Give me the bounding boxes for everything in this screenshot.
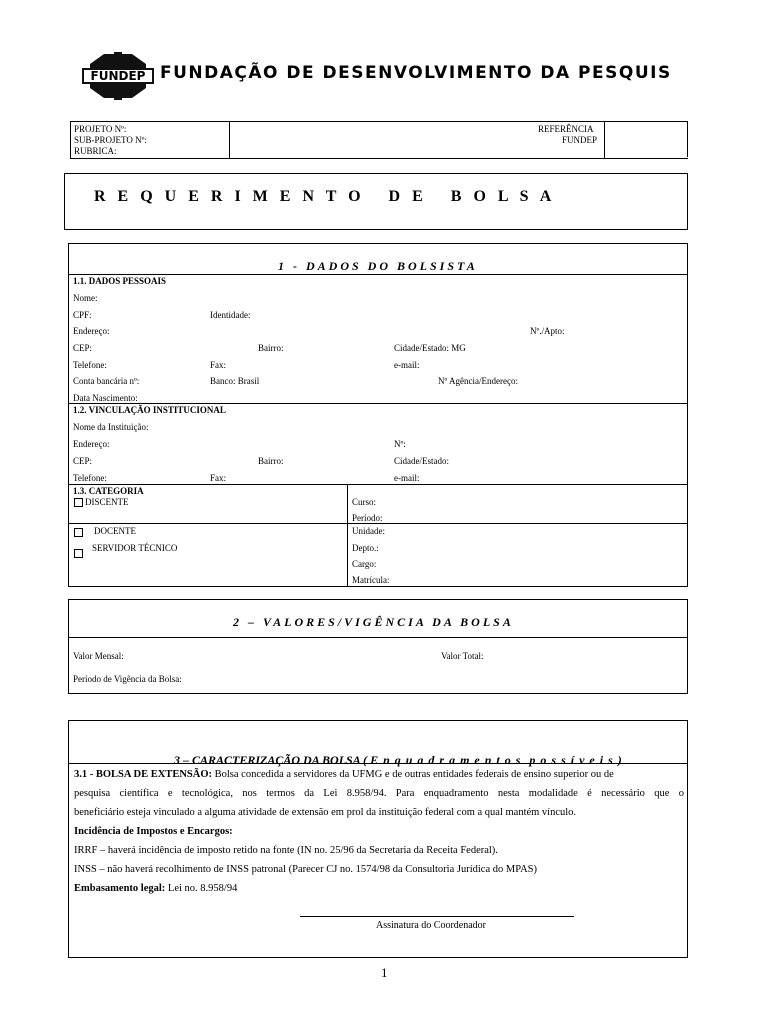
bairro-label: Bairro: — [258, 343, 284, 353]
valor-total-label: Valor Total: — [441, 651, 484, 661]
discente-checkbox[interactable] — [74, 498, 83, 507]
valor-mensal-label: Valor Mensal: — [73, 651, 124, 661]
inss-text: INSS – não haverá recolhimento de INSS patronal (Parecer CJ no. 1574/98 da Consultoria Jurídica do MPAS) — [74, 864, 537, 875]
extensao-heading: 3.1 - BOLSA DE EXTENSÃO: — [74, 769, 212, 780]
embasamento-line — [74, 882, 237, 896]
depto-label: Depto.: — [352, 543, 379, 553]
section2-title: 2 – VALORES/VIGÊNCIA DA BOLSA — [233, 615, 514, 629]
section3-title-a: 3 – CARACTERIZAÇÃO DA BOLSA ( — [174, 753, 371, 767]
fax-label: Fax: — [210, 360, 227, 370]
curso-label: Curso: — [352, 497, 377, 507]
extensao-paragraph-line1 — [74, 768, 614, 782]
section3-title-b: E n q u a d r a m e n t o s p o s s í v e i s ) — [370, 753, 623, 767]
incidencia-heading: Incidência de Impostos e Encargos: — [74, 826, 233, 837]
embasamento-value: Lei no. 8.958/94 — [165, 883, 238, 894]
header-title: FUNDAÇÃO DE DESENVOLVIMENTO DA PESQUIS — [160, 63, 672, 83]
discente-label: DISCENTE — [85, 497, 129, 507]
vinc-endereco-label: Endereço: — [73, 439, 110, 449]
signature-label: Assinatura do Coordenador — [376, 920, 486, 931]
docente-checkbox[interactable] — [74, 528, 83, 537]
cargo-label: Cargo: — [352, 559, 377, 569]
numero-apto-label: Nº./Apto: — [530, 326, 565, 336]
vinc-cep-label: CEP: — [73, 456, 93, 466]
matricula-label: Matrícula: — [352, 575, 390, 585]
signature-line — [300, 916, 574, 917]
embasamento-label: Embasamento legal: — [74, 883, 166, 894]
vinculacao-heading: 1.2. VINCULAÇÃO INSTITUCIONAL — [73, 405, 226, 415]
identidade-label: Identidade: — [210, 310, 251, 320]
vinc-bairro-label: Bairro: — [258, 456, 284, 466]
banco-label: Banco: Brasil — [210, 376, 260, 386]
telefone-label: Telefone: — [73, 360, 107, 370]
endereco-label: Endereço: — [73, 326, 110, 336]
servidor-checkbox[interactable] — [74, 549, 83, 558]
fundep-label: FUNDEP — [562, 135, 598, 145]
vinc-cidade-label: Cidade/Estado: — [394, 456, 449, 466]
periodo-label: Período: — [352, 513, 383, 523]
page-number: 1 — [381, 965, 388, 980]
servidor-label: SERVIDOR TÉCNICO — [92, 543, 178, 553]
vinc-fax-label: Fax: — [210, 473, 227, 483]
instituicao-label: Nome da Instituição: — [73, 422, 149, 432]
email-label: e-mail: — [394, 360, 420, 370]
nascimento-label: Data Nascimento: — [73, 393, 138, 403]
cidade-estado-label: Cidade/Estado: MG — [394, 343, 466, 353]
cpf-label: CPF: — [73, 310, 92, 320]
extensao-text-3: beneficiário esteja vinculado a alguma atividade de extensão em prol da instituição federal com a qual mantém vínculo. — [74, 807, 577, 818]
agencia-label: Nº Agência/Endereço: — [438, 376, 519, 386]
nome-label: Nome: — [73, 293, 98, 303]
cep-label: CEP: — [73, 343, 93, 353]
extensao-text-2: pesquisa científica e tecnológica, nos termos da Lei 8.958/94. Para enquadramento nesta modalidade é necessário que o — [74, 788, 684, 799]
referencia-label: REFERÊNCIA — [538, 124, 594, 134]
projeto-label: PROJETO Nº: — [74, 124, 127, 134]
categoria-heading: 1.3. CATEGORIA — [73, 486, 144, 496]
vinc-email-label: e-mail: — [394, 473, 420, 483]
dados-pessoais-heading: 1.1. DADOS PESSOAIS — [73, 276, 167, 286]
subprojeto-label: SUB-PROJETO Nº: — [74, 135, 147, 145]
extensao-text-1: Bolsa concedida a servidores da UFMG e de outras entidades federais de ensino superior ou de — [212, 769, 614, 780]
periodo-vigencia-label: Período de Vigência da Bolsa: — [73, 674, 182, 684]
unidade-label: Unidade: — [352, 526, 385, 536]
section1-title: 1 - DADOS DO BOLSISTA — [278, 259, 478, 273]
conta-label: Conta bancária nº: — [73, 376, 140, 386]
vinc-numero-label: Nº: — [394, 439, 406, 449]
main-title: R E Q U E R I M E N T O D E B O L S A — [94, 188, 556, 205]
rubrica-label: RUBRICA: — [74, 146, 117, 156]
logo-text: FUNDEP — [90, 69, 146, 83]
fundep-logo — [82, 52, 154, 100]
docente-label: DOCENTE — [94, 526, 136, 536]
irrf-text: IRRF – haverá incidência de imposto retido na fonte (IN no. 25/96 da Secretaria da Receita Federal). — [74, 845, 498, 856]
vinc-telefone-label: Telefone: — [73, 473, 107, 483]
